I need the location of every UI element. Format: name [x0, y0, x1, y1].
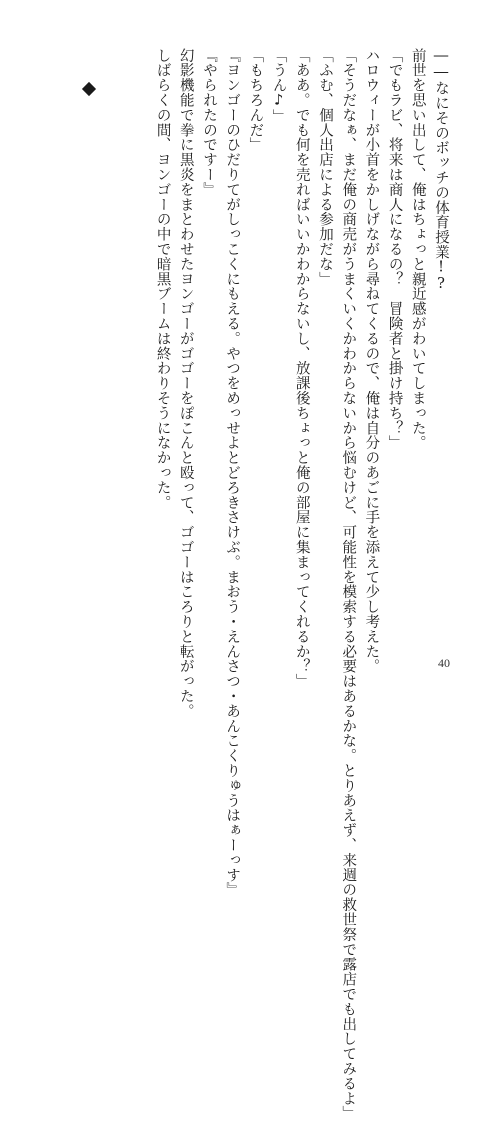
text-line: 「ふむ、個人出店による参加だな」 [316, 48, 333, 287]
text-line: 「うん♪」 [270, 48, 287, 124]
text-line: しばらくの間、ヨンゴーの中で暗黒ブームは終わりそうになかった。 [154, 48, 171, 510]
page-number: 40 [438, 656, 450, 670]
text-line: 「そうだなぁ、まだ俺の商売がうまくいくかわからないから悩むけど、可能性を模索する必要はあるかな。とりあえず、来週の救世祭で露店でも出してみるよ」 [340, 48, 357, 1121]
text-line: 『やられたのですー』 [200, 48, 217, 197]
text-line: 前世を思い出して、俺はちょっと親近感がわいてしまった。 [409, 48, 426, 451]
scene-break-diamond-icon [82, 82, 96, 96]
text-line: 「ああ。でも何を売ればいいかわからないし、放課後ちょっと俺の部屋に集まってくれるか？」 [293, 48, 310, 689]
text-line: 『ヨンゴーのひだりてがしっこくにもえる。やつをめっせよとどろきさけぶ。まおう・えんさつ・あんこくりゅうはぁーっす』 [224, 48, 241, 898]
text-line: 「でもラビ、将来は商人になるの？ 冒険者と掛け持ち？」 [386, 48, 403, 451]
text-line: ――なにそのボッチの体育授業!? [433, 48, 449, 293]
text-line: 幻影機能で拳に黒炎をまとわせたヨンゴーがゴゴーをぽこんと殴って、ゴゴーはころりと転がった。 [177, 48, 194, 719]
text-line: ハロウィーが小首をかしげながら尋ねてくるので、俺は自分のあごに手を添えて少し考えた。 [363, 48, 380, 674]
text-line: 「もちろんだ」 [247, 48, 264, 153]
